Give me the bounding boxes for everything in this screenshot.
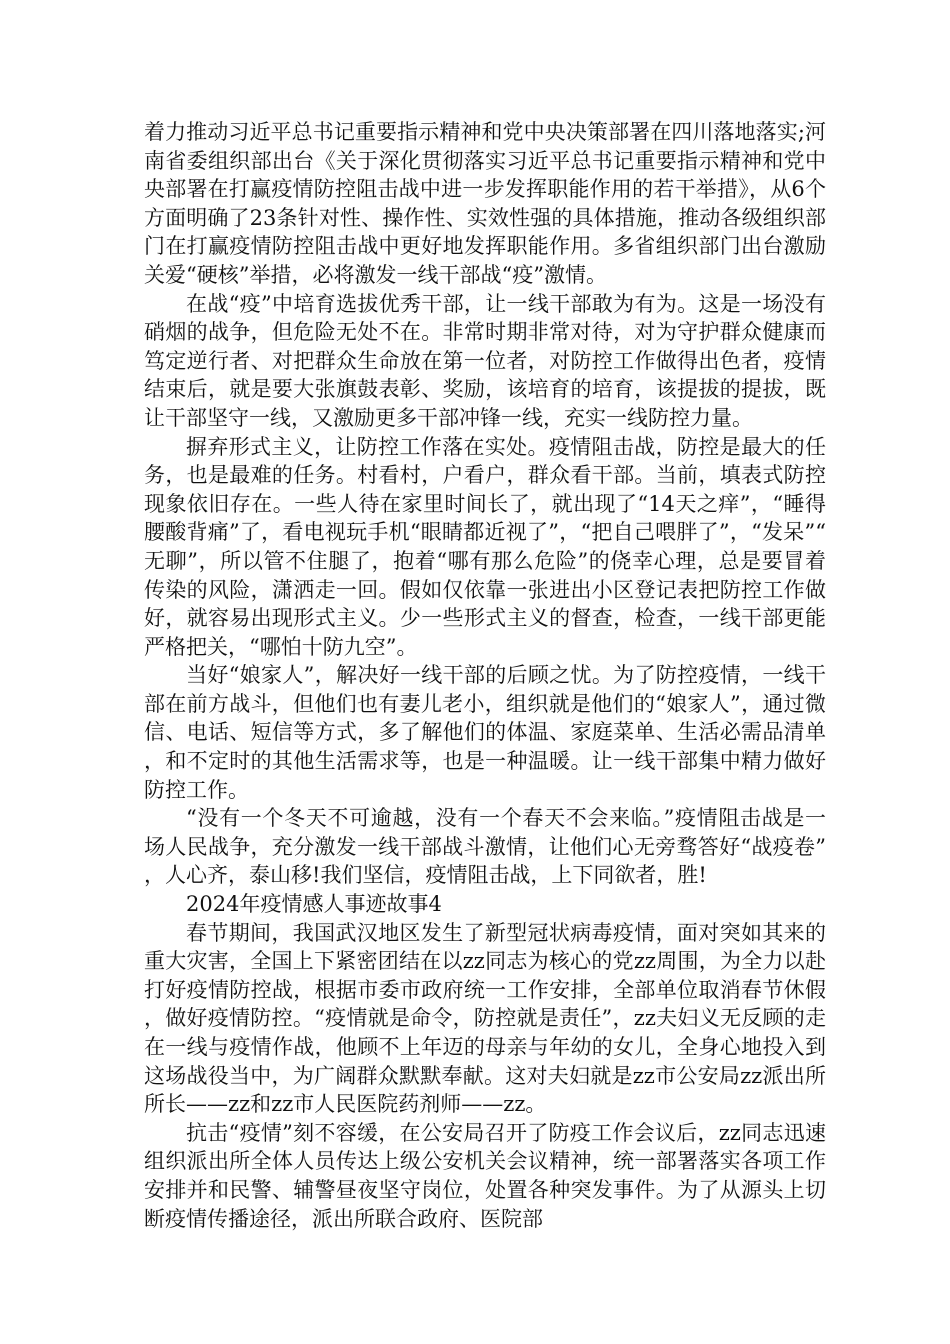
paragraph-5: “没有一个冬天不可逾越，没有一个春天不会来临。”疫情阻击战是一场人民战争，充分激发一线干部战斗激情，让他们心无旁骛答好“战疫卷”，人心齐，泰山移!我们坚信，疫情阻击战，上下同欲者，胜! [144, 806, 826, 888]
paragraph-6: 春节期间，我国武汉地区发生了新型冠状病毒疫情，面对突如其来的重大灾害，全国上下紧密团结在以zz同志为核心的党zz周围，为全力以赴打好疫情防控战，根据市委市政府统一工作安排，全部单位取消春节休假，做好疫情防控。“疫情就是命令，防控就是责任”，zz夫妇义无反顾的走在一线与疫情作战，他顾不上年迈的母亲与年幼的女儿，全身心地投入到这场战役当中，为广阔群众默默奉献。这对夫妇就是zz市公安局zz派出所所长——zz和zz市人民医院药剂师——zz。 [144, 920, 826, 1117]
paragraph-4: 当好“娘家人”，解决好一线干部的后顾之忧。为了防控疫情，一线干部在前方战斗，但他们也有妻儿老小，组织就是他们的“娘家人”，通过微信、电话、短信等方式，多了解他们的体温、家庭菜单、生活必需品清单，和不定时的其他生活需求等，也是一种温暖。让一线干部集中精力做好防控工作。 [144, 663, 826, 802]
paragraph-7: 抗击“疫情”刻不容缓，在公安局召开了防疫工作会议后，zz同志迅速组织派出所全体人员传达上级公安机关会议精神，统一部署落实各项工作安排并和民警、辅警昼夜坚守岗位，处置各种突发事件。为了从源头上切断疫情传播途径，派出所联合政府、医院部 [144, 1120, 826, 1231]
paragraph-1: 着力推动习近平总书记重要指示精神和党中央决策部署在四川落地落实;河南省委组织部出台《关于深化贯彻落实习近平总书记重要指示精神和党中央部署在打赢疫情防控阻击战中进一步发挥职能作用的若干举措》，从6个方面明确了23条针对性、操作性、实效性强的具体措施，推动各级组织部门在打赢疫情防控阻击战中更好地发挥职能作用。多省组织部门出台激励关爱“硬核”举措，必将激发一线干部战“疫”激情。 [144, 120, 826, 287]
section-heading: 2024年疫情感人事迹故事4 [186, 892, 442, 917]
paragraph-2: 在战“疫”中培育选拔优秀干部，让一线干部敢为有为。这是一场没有硝烟的战争，但危险无处不在。非常时期非常对待，对为守护群众健康而笃定逆行者、对把群众生命放在第一位者，对防控工作做得出色者，疫情结束后，就是要大张旗鼓表彰、奖励，该培育的培育，该提拔的提拔，既让干部坚守一线，又激励更多干部冲锋一线，充实一线防控力量。 [144, 291, 826, 430]
document-page [144, 118, 826, 1233]
paragraph-3: 摒弃形式主义，让防控工作落在实处。疫情阻击战，防控是最大的任务，也是最难的任务。村看村，户看户，群众看干部。当前，填表式防控现象依旧存在。一些人待在家里时间长了，就出现了“14天之痒”，“睡得腰酸背痛”了，看电视玩手机“眼睛都近视了”，“把自己喂胖了”，“发呆”“无聊”，所以管不住腿了，抱着“哪有那么危险”的侥幸心理，总是要冒着传染的风险，潇洒走一回。假如仅依靠一张进出小区登记表把防控工作做好，就容易出现形式主义。少一些形式主义的督查，检查，一线干部更能严格把关，“哪怕十防九空”。 [144, 434, 826, 659]
